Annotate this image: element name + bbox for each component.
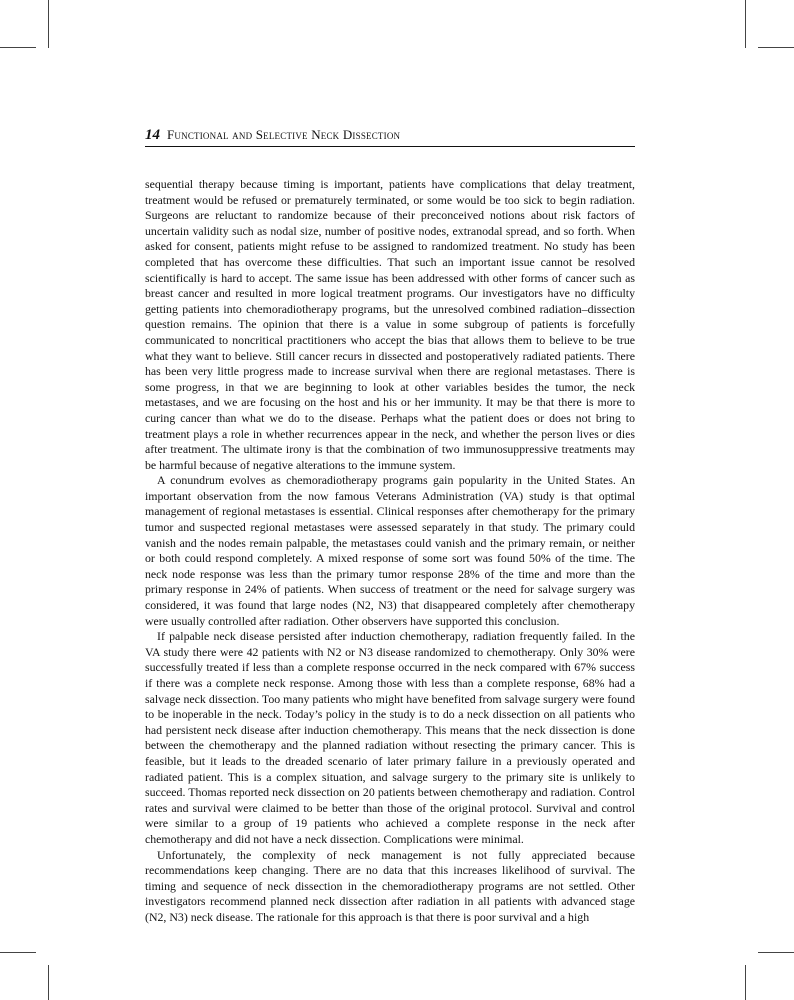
crop-mark [48,965,49,1000]
crop-mark [48,0,49,48]
body-text [145,177,635,926]
crop-mark [758,952,794,953]
crop-mark [758,47,794,48]
paragraph: Unfortunately, the complexity of neck management is not fully appreciated because recommendations keep changing. There are no data that this increases likelihood of survival. The timing and sequence of neck dissection in the chemoradiotherapy programs are not settled. Other investigators recommend planned neck dissection after radiation in all patients with advanced stage (N2, N3) neck disease. The rationale for this approach is that there is poor survival and a high [145,847,635,924]
paragraph: sequential therapy because timing is important, patients have complications that delay treatment, treatment would be refused or prematurely terminated, or some would be too sick to begin radiation. Surgeons are reluctant to randomize because of their preconceived notions about risk factors of uncertain validity such as nodal size, number of positive nodes, extranodal spread, and so forth. When asked for consent, patients might refuse to be assigned to randomized treatment. No study has been completed that has overcome these difficulties. That such an important issue cannot be resolved scientifically is hard to accept. The same issue has been addressed with other forms of cancer such as breast cancer and resulted in more logical treatment programs. Our investigators have no difficulty getting patients into chemoradiotherapy programs, but the unresolved combined radiation–dissection question remains. The opinion that there is a value in some subgroup of patients is forcefully communicated to noncritical practitioners who accept the bias that allows them to believe to be true what they want to believe. Still cancer recurs in dissected and postoperatively radiated patients. There has been very little progress made to increase survival when there are regional metastases. There is some progress, in that we are beginning to look at other variables besides the tumor, the neck metastases, and we are focusing on the host and his or her immunity. It may be that there is more to curing cancer than what we do to the disease. Perhaps what the patient does or does not bring to treatment plays a role in whether recurrences appear in the neck, and whether the person lives or dies after treatment. The ultimate irony is that the combination of two immunosuppressive treatments may be harmful because of negative alterations to the immune system. [145,177,635,472]
paragraph: If palpable neck disease persisted after induction chemotherapy, radiation frequently failed. In the VA study there were 42 patients with N2 or N3 disease randomized to chemotherapy. Only 30% were successfully treated if less than a complete response occurred in the neck compared with 67% success if there was a complete neck response. Among those with less than a complete response, 68% had a salvage neck dissection. Too many patients who might have benefited from salvage surgery were found to be inoperable in the neck. Today’s policy in the study is to do a neck dissection on all patients who had persistent neck disease after induction chemotherapy. This means that the neck dissection is done between the chemotherapy and the planned radiation without resecting the primary cancer. This is feasible, but it leads to the dreaded scenario of later primary failure in a previously operated and radiated patient. This is a complex situation, and salvage surgery to the primary site is unlikely to succeed. Thomas reported neck dissection on 20 patients between chemotherapy and radiation. Control rates and survival were claimed to be better than those of the original protocol. Survival and control were similar to a group of 19 patients who achieved a complete response in the neck after chemotherapy and did not have a neck dissection. Complications were minimal. [145,629,635,846]
page-header [145,127,635,147]
crop-mark [745,965,746,1000]
page-number: 14 [145,127,160,143]
crop-mark [0,952,36,953]
running-title: Functional and Selective Neck Dissection [167,127,401,142]
paragraph: A conundrum evolves as chemoradiotherapy programs gain popularity in the United States. An important observation from the now famous Veterans Administration (VA) study is that optimal management of regional metastases is essential. Clinical responses after chemotherapy for the primary tumor and suspected regional metastases were assessed separately in that study. The primary could vanish and the nodes remain palpable, the metastases could vanish and the primary remain, or neither or both could respond completely. A mixed response of some sort was found 50% of the time. The neck node response was less than the primary tumor response 28% of the time and more than the primary response in 24% of patients. When success of treatment or the need for salvage surgery was considered, it was found that large nodes (N2, N3) that disappeared completely after chemotherapy were usually controlled after radiation. Other observers have supported this conclusion. [145,473,635,628]
crop-mark [0,47,36,48]
crop-mark [745,0,746,48]
